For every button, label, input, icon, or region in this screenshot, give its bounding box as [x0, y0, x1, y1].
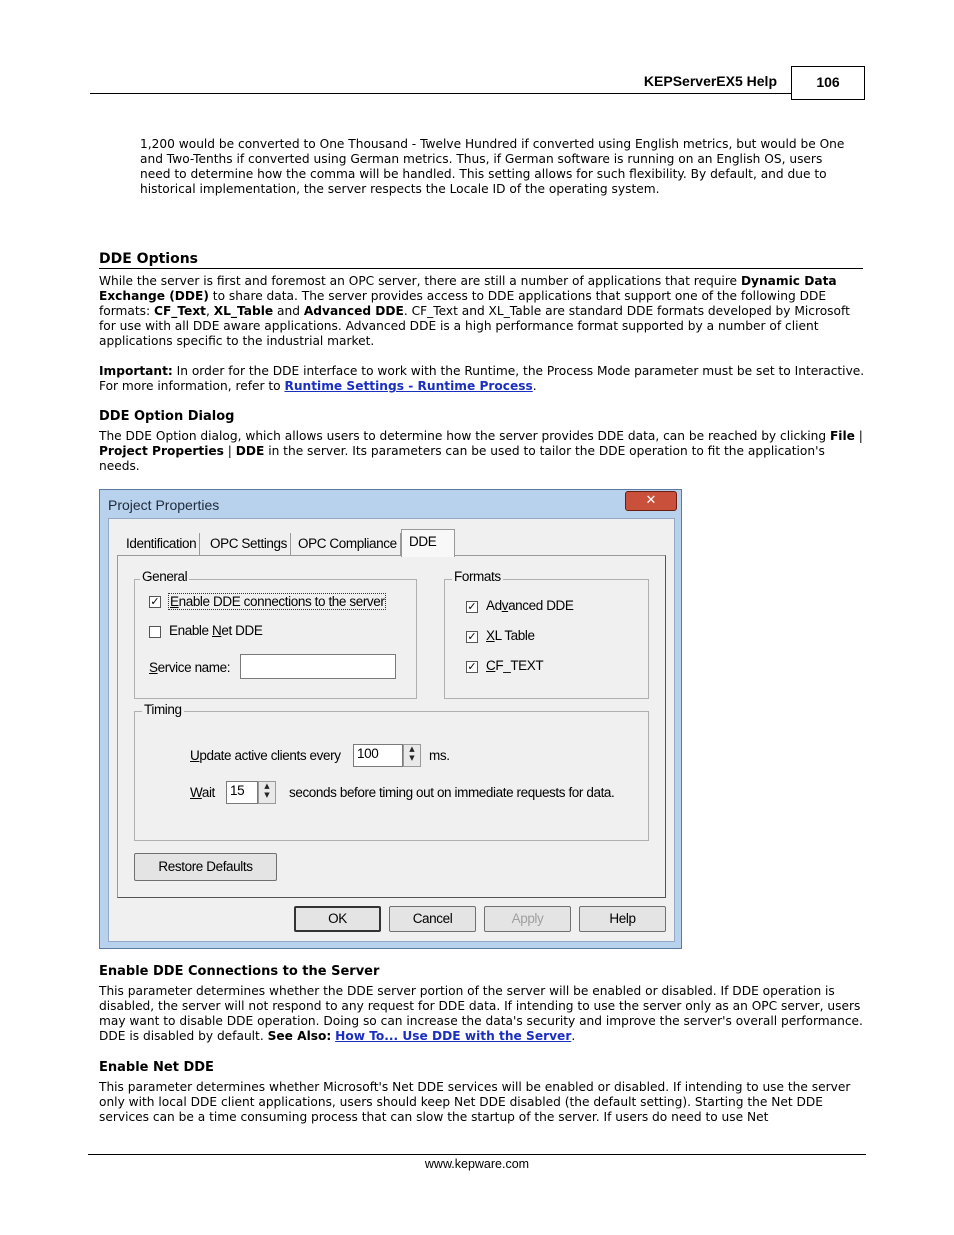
text-run: and [273, 304, 304, 318]
text-run: | [223, 444, 236, 458]
text-run: . CF_Text and XL_Table are standard DDE formats developed by Microsoft for use with all DDE aware applications. Advanced DDE is a high performance format supported by a number of client applications specific to the industrial market. [99, 304, 850, 348]
bold-term: XL_Table [213, 304, 274, 318]
subheading-dde-option-dialog: DDE Option Dialog [99, 409, 235, 424]
update-interval-spinner[interactable]: ▲ ▼ [403, 744, 421, 767]
section-heading-dde-options: DDE Options [99, 251, 863, 269]
enable-net-dde-checkbox[interactable] [149, 626, 161, 638]
project-properties-dialog [99, 489, 682, 949]
bold-term: Project Properties [99, 444, 224, 458]
text-run: . [571, 1029, 576, 1043]
bold-term: CF_Text [154, 304, 207, 318]
subheading-enable-dde: Enable DDE Connections to the Server [99, 964, 380, 979]
wait-suffix-label: seconds before timing out on immediate requests for data. [289, 785, 615, 800]
enable-dde-label[interactable]: Enable DDE connections to the server [170, 594, 385, 609]
close-icon[interactable]: ✕ [625, 491, 677, 511]
help-title: KEPServerEX5 Help [643, 73, 777, 89]
subheading-enable-net-dde: Enable Net DDE [99, 1060, 214, 1075]
update-active-clients-label: Update active clients every [190, 748, 341, 763]
header-rule [90, 93, 791, 94]
footer-rule [88, 1154, 866, 1155]
service-name-label: Service name: [149, 660, 231, 675]
service-name-input[interactable] [240, 654, 396, 679]
text-run: This parameter determines whether the DDE server portion of the server will be enabled or disabled. If DDE operation is disabled, the server will not respond to any request for DDE data. If intending to use the server only as an OPC server, users may want to disable DDE operation. Doing so can increase the data's security and improve the server's overall performance. DDE is disabled by default. [99, 984, 863, 1043]
text-run: While the server is first and foremost an OPC server, there are still a number of applications that require [99, 274, 741, 288]
tab-opc-compliance[interactable]: OPC Compliance [295, 533, 401, 555]
footer-url: www.kepware.com [424, 1157, 530, 1171]
see-also-label: See Also: [267, 1029, 332, 1043]
bold-term: Dynamic Data Exchange (DDE) [99, 274, 837, 303]
xl-table-label[interactable]: XL Table [486, 628, 535, 643]
dde-option-dialog-paragraph [99, 429, 865, 474]
text-run: | [854, 429, 863, 443]
enable-net-dde-label[interactable]: Enable Net DDE [169, 623, 263, 638]
enable-dde-checkbox[interactable]: ✓ [150, 595, 160, 608]
text-run: In order for the DDE interface to work with the Runtime, the Process Mode parameter must be set to Interactive. For more information, refer to [99, 364, 865, 393]
update-unit-label: ms. [429, 748, 450, 763]
important-label: Important: [99, 364, 173, 378]
group-general-title: General [142, 569, 188, 584]
text-run: , [206, 304, 214, 318]
important-paragraph [99, 364, 865, 394]
dde-options-paragraph [99, 274, 865, 349]
link-runtime-settings[interactable]: Runtime Settings - Runtime Process [284, 379, 533, 393]
text-run: to share data. The server provides access to DDE applications that support one of the following DDE formats: [99, 289, 827, 318]
group-formats-title: Formats [454, 569, 501, 584]
bold-term: File [829, 429, 855, 443]
link-how-to-use-dde[interactable]: How To... Use DDE with the Server [335, 1029, 572, 1043]
wait-spinner[interactable]: ▲ ▼ [258, 781, 276, 804]
cancel-button[interactable]: Cancel [389, 906, 476, 932]
dialog-title: Project Properties [108, 497, 220, 513]
bold-term: DDE [235, 444, 265, 458]
cf-text-label[interactable]: CF_TEXT [486, 658, 544, 673]
restore-defaults-button[interactable]: Restore Defaults [134, 853, 277, 881]
advanced-dde-label[interactable]: Advanced DDE [486, 598, 574, 613]
update-interval-input[interactable]: 100 [353, 744, 403, 767]
cf-text-checkbox[interactable]: ✓ [467, 660, 477, 673]
tab-identification[interactable]: Identification [123, 533, 200, 555]
dialog-client-area [108, 518, 675, 942]
page-number: 106 [791, 66, 865, 100]
apply-button[interactable]: Apply [484, 906, 571, 932]
xl-table-checkbox[interactable]: ✓ [467, 630, 477, 643]
tab-opc-settings[interactable]: OPC Settings [207, 533, 291, 555]
text-run: The DDE Option dialog, which allows users to determine how the server provides DDE data, can be reached by clicking [99, 429, 830, 443]
group-timing [134, 711, 649, 841]
tab-dde[interactable]: DDE [401, 529, 455, 557]
ok-button[interactable]: OK [294, 906, 381, 932]
bold-term: Advanced DDE [303, 304, 404, 318]
help-button[interactable]: Help [579, 906, 666, 932]
advanced-dde-checkbox[interactable]: ✓ [467, 600, 477, 613]
intro-paragraph: 1,200 would be converted to One Thousand - Twelve Hundred if converted using English metrics, but would be One and Two-Tenths if converted using German metrics. Thus, if German software is running on an English OS, users need to determine how the comma will be handled. This setting allows for such flexibility. By default, and due to historical implementation, the server respects the Locale ID of the operating system. [140, 137, 845, 196]
tab-panel-dde [117, 555, 666, 898]
group-timing-title: Timing [144, 702, 182, 717]
wait-input[interactable]: 15 [226, 781, 258, 804]
enable-net-dde-paragraph: This parameter determines whether Microsoft's Net DDE services will be enabled or disabled. If intending to use the server only with local DDE client applications, users should keep Net DDE disabled (the default setting). Starting the Net DDE services can be a time consuming process that can slow the startup of the server. If users do need to use Net [99, 1080, 851, 1124]
text-run: in the server. Its parameters can be used to tailor the DDE operation to fit the application's needs. [99, 444, 825, 473]
wait-label: Wait [190, 785, 215, 800]
enable-dde-paragraph [99, 984, 865, 1044]
text-run: . [532, 379, 537, 393]
